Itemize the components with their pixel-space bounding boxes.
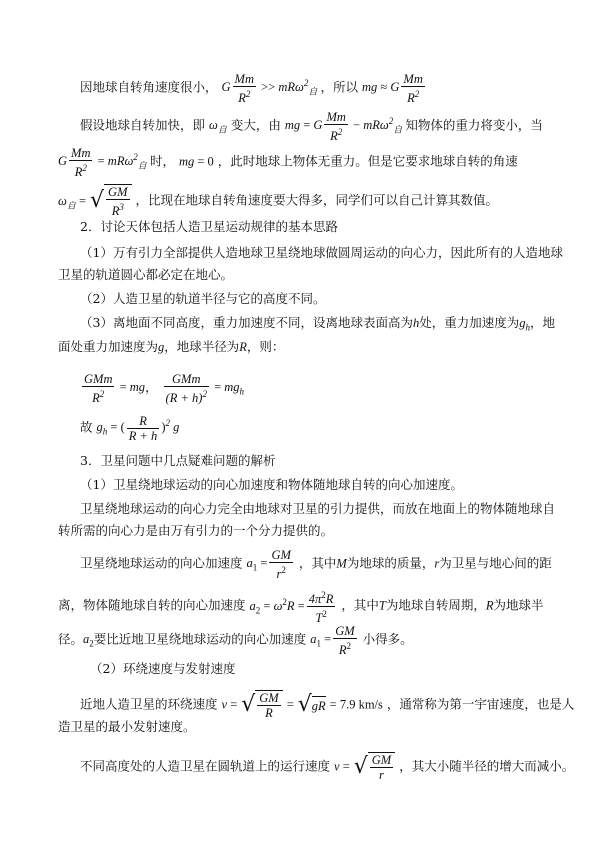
paragraph-line: $\omega_自$ = √ $\frac{GM}{R^3}$ ，比现在地球自转角速度要大得多，同学们可以自己计算其数值。 — [58, 185, 498, 219]
paragraph-line: （1）万有引力全部提供人造地球卫星绕地球做圆周运动的向心力，因此所有的人造地球 — [80, 245, 563, 260]
formula: G $\frac{Mm}{R^2}$ = mRω$^2_自$ — [58, 146, 147, 180]
paragraph-line: 卫星绕地球运动的向心力完全由地球对卫星的引力提供，而放在地面上的物体随地球自 — [80, 501, 556, 516]
paragraph-line: 造卫星的最小发射速度。 — [58, 719, 196, 734]
paragraph-line: （2）环绕速度与发射速度 — [90, 661, 236, 676]
paragraph-line: 假设地球自转加快，即 $\omega_自$ 变大，由 mg = G $\frac{Mm}{R^2}$ − mRω$^2_自$ 知物体的重力将变小，当 — [80, 110, 543, 144]
paragraph-line: 近地人造卫星的环绕速度 v = √ $\frac{GM}{R}$ = √gR = 7.9 km/s ，通常称为第一宇宙速度，也是人 — [80, 691, 575, 720]
paragraph-line: 卫星绕地球运动的向心加速度 $a_1$ = $\frac{GM}{r^2}$ ，其中M为地球的质量，r为卫星与地心间的距 — [80, 548, 552, 582]
paragraph-line: 面处重力加速度为g，地球半径为R，则： — [58, 339, 285, 354]
formula: mg ≈ G $\frac{Mm}{R^2}$ — [361, 72, 423, 106]
paragraph-line: （3）离地面不同高度，重力加速度不同，设离地球表面高为h处，重力加速度为$g_h$，地 — [80, 315, 555, 333]
equation-line: $\frac{\text{GMm}}{R^2}$ = mg， $\frac{\text{GMm}}{(R + h)^2}$ = $mg_h$ — [84, 372, 245, 406]
paragraph-line: 卫星的轨道圆心都必定在地心。 — [58, 267, 234, 282]
paragraph-line: （2）人造卫星的轨道半径与它的高度不同。 — [80, 291, 326, 306]
section-heading: 2．讨论天体包括人造卫星运动规律的基本思路 — [80, 219, 338, 234]
paragraph-line — [80, 72, 427, 105]
text: ，所以 — [320, 79, 358, 95]
paragraph-line: 不同高度处的人造卫星在圆轨道上的运行速度 v = √ $\frac{GM}{r}$ ，其大小随半径的增大而减小。 — [80, 753, 575, 782]
section-heading: 3．卫星问题中几点疑难问题的解析 — [80, 453, 276, 468]
paragraph-line: 转所需的向心力是由万有引力的一个分力提供的。 — [58, 523, 334, 538]
sqrt-formula: √ $\frac{GM}{R^3}$ — [90, 184, 131, 218]
paragraph-line: 径。$a_2$要比近地卫星绕地球运动的向心加速度 $a_1$ = $\frac{GM}{R^2}$ 小得多。 — [58, 624, 413, 658]
formula: mg = G $\frac{Mm}{R^2}$ − mRω$^2_自$ — [284, 110, 403, 144]
text: 因地球自转角速度很小， — [80, 79, 218, 95]
equation-line: 故 $g_h$ = ( $\frac{R}{R + h}$ )$^2$ g — [80, 414, 180, 443]
paragraph-line: G $\frac{Mm}{R^2}$ = mRω$^2_自$ 时， mg = 0 ，此时地球上物体无重力。但是它要求地球自转的角速 — [58, 146, 518, 180]
formula: G $\frac{Mm}{R^2}$ >> mRω$^2_自$ — [221, 72, 318, 106]
paragraph-line: 离，物体随地球自转的向心加速度 $a_2 = \omega^2R$ = $\frac{4\pi^2R}{T^2}$ ，其中T为地球自转周期，R为地球半 — [58, 590, 544, 626]
paragraph-line: （1）卫星绕地球运动的向心加速度和物体随地球自转的向心加速度。 — [80, 477, 463, 492]
